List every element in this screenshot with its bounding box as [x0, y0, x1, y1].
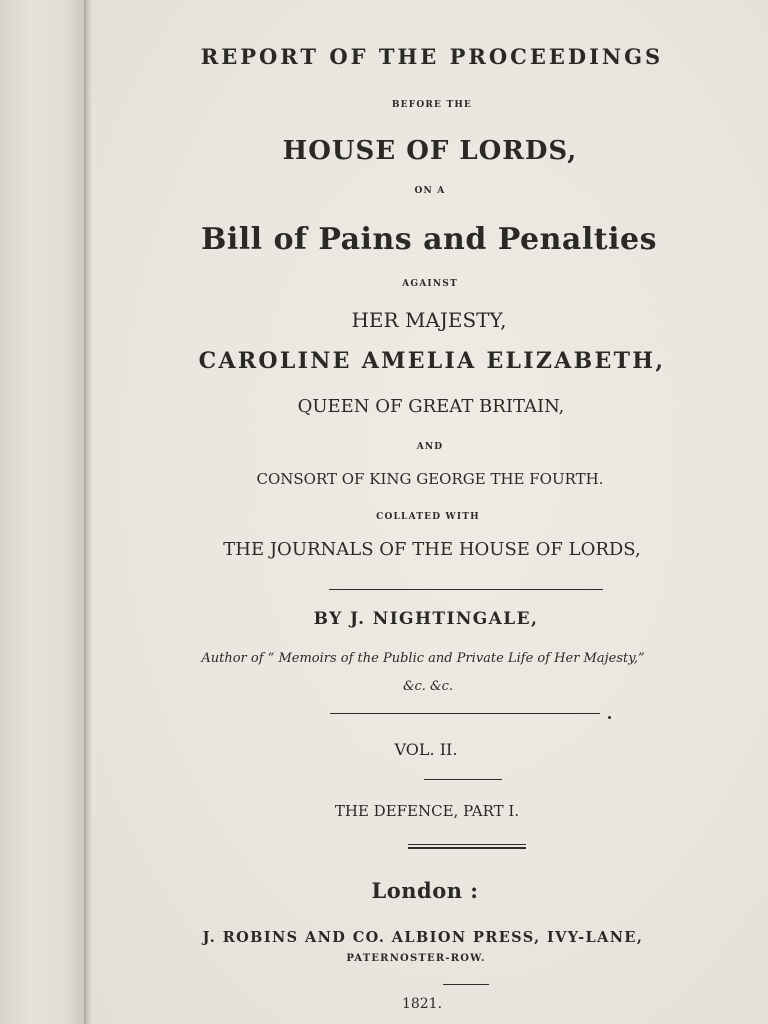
- year-line: 1821.: [401, 996, 443, 1012]
- publisher-street: PATERNOSTER-ROW.: [346, 953, 486, 964]
- etc-line: &c. &c.: [402, 679, 454, 694]
- rule-3: [424, 779, 502, 780]
- title-line-against: AGAINST: [402, 279, 458, 289]
- title-line-and: AND: [416, 442, 444, 452]
- rule-double: [408, 844, 526, 849]
- place-line: London :: [371, 878, 479, 903]
- title-line-caroline: CAROLINE AMELIA ELIZABETH,: [198, 348, 666, 374]
- author-note: Author of “ Memoirs of the Public and Private Life of Her Majesty,”: [201, 651, 645, 666]
- title-line-bill-of-pains: Bill of Pains and Penalties: [201, 222, 657, 257]
- rule-2-end-dot: [608, 716, 611, 719]
- title-line-consort: CONSORT OF KING GEORGE THE FOURTH.: [256, 470, 604, 488]
- volume-line: VOL. II.: [394, 740, 458, 759]
- title-line-before-the: BEFORE THE: [391, 100, 473, 110]
- title-line-on-a: ON A: [414, 186, 446, 196]
- title-line-collated-with: COLLATED WITH: [376, 512, 480, 522]
- publisher-line: J. ROBINS AND CO. ALBION PRESS, IVY-LANE,: [202, 929, 644, 946]
- title-line-queen: QUEEN OF GREAT BRITAIN,: [297, 396, 565, 417]
- left-page: [0, 0, 86, 1024]
- part-line: THE DEFENCE, PART I.: [334, 802, 520, 820]
- rule-4: [443, 984, 489, 985]
- title-line-journals: THE JOURNALS OF THE HOUSE OF LORDS,: [223, 539, 641, 560]
- title-page: [92, 0, 768, 1024]
- title-line-report: REPORT OF THE PROCEEDINGS: [200, 44, 664, 69]
- rule-2: [330, 713, 600, 714]
- title-line-her-majesty: HER MAJESTY,: [351, 308, 507, 332]
- author-line: BY J. NIGHTINGALE,: [313, 609, 539, 629]
- title-line-house-of-lords: HOUSE OF LORDS,: [282, 136, 578, 166]
- rule-1: [329, 589, 603, 590]
